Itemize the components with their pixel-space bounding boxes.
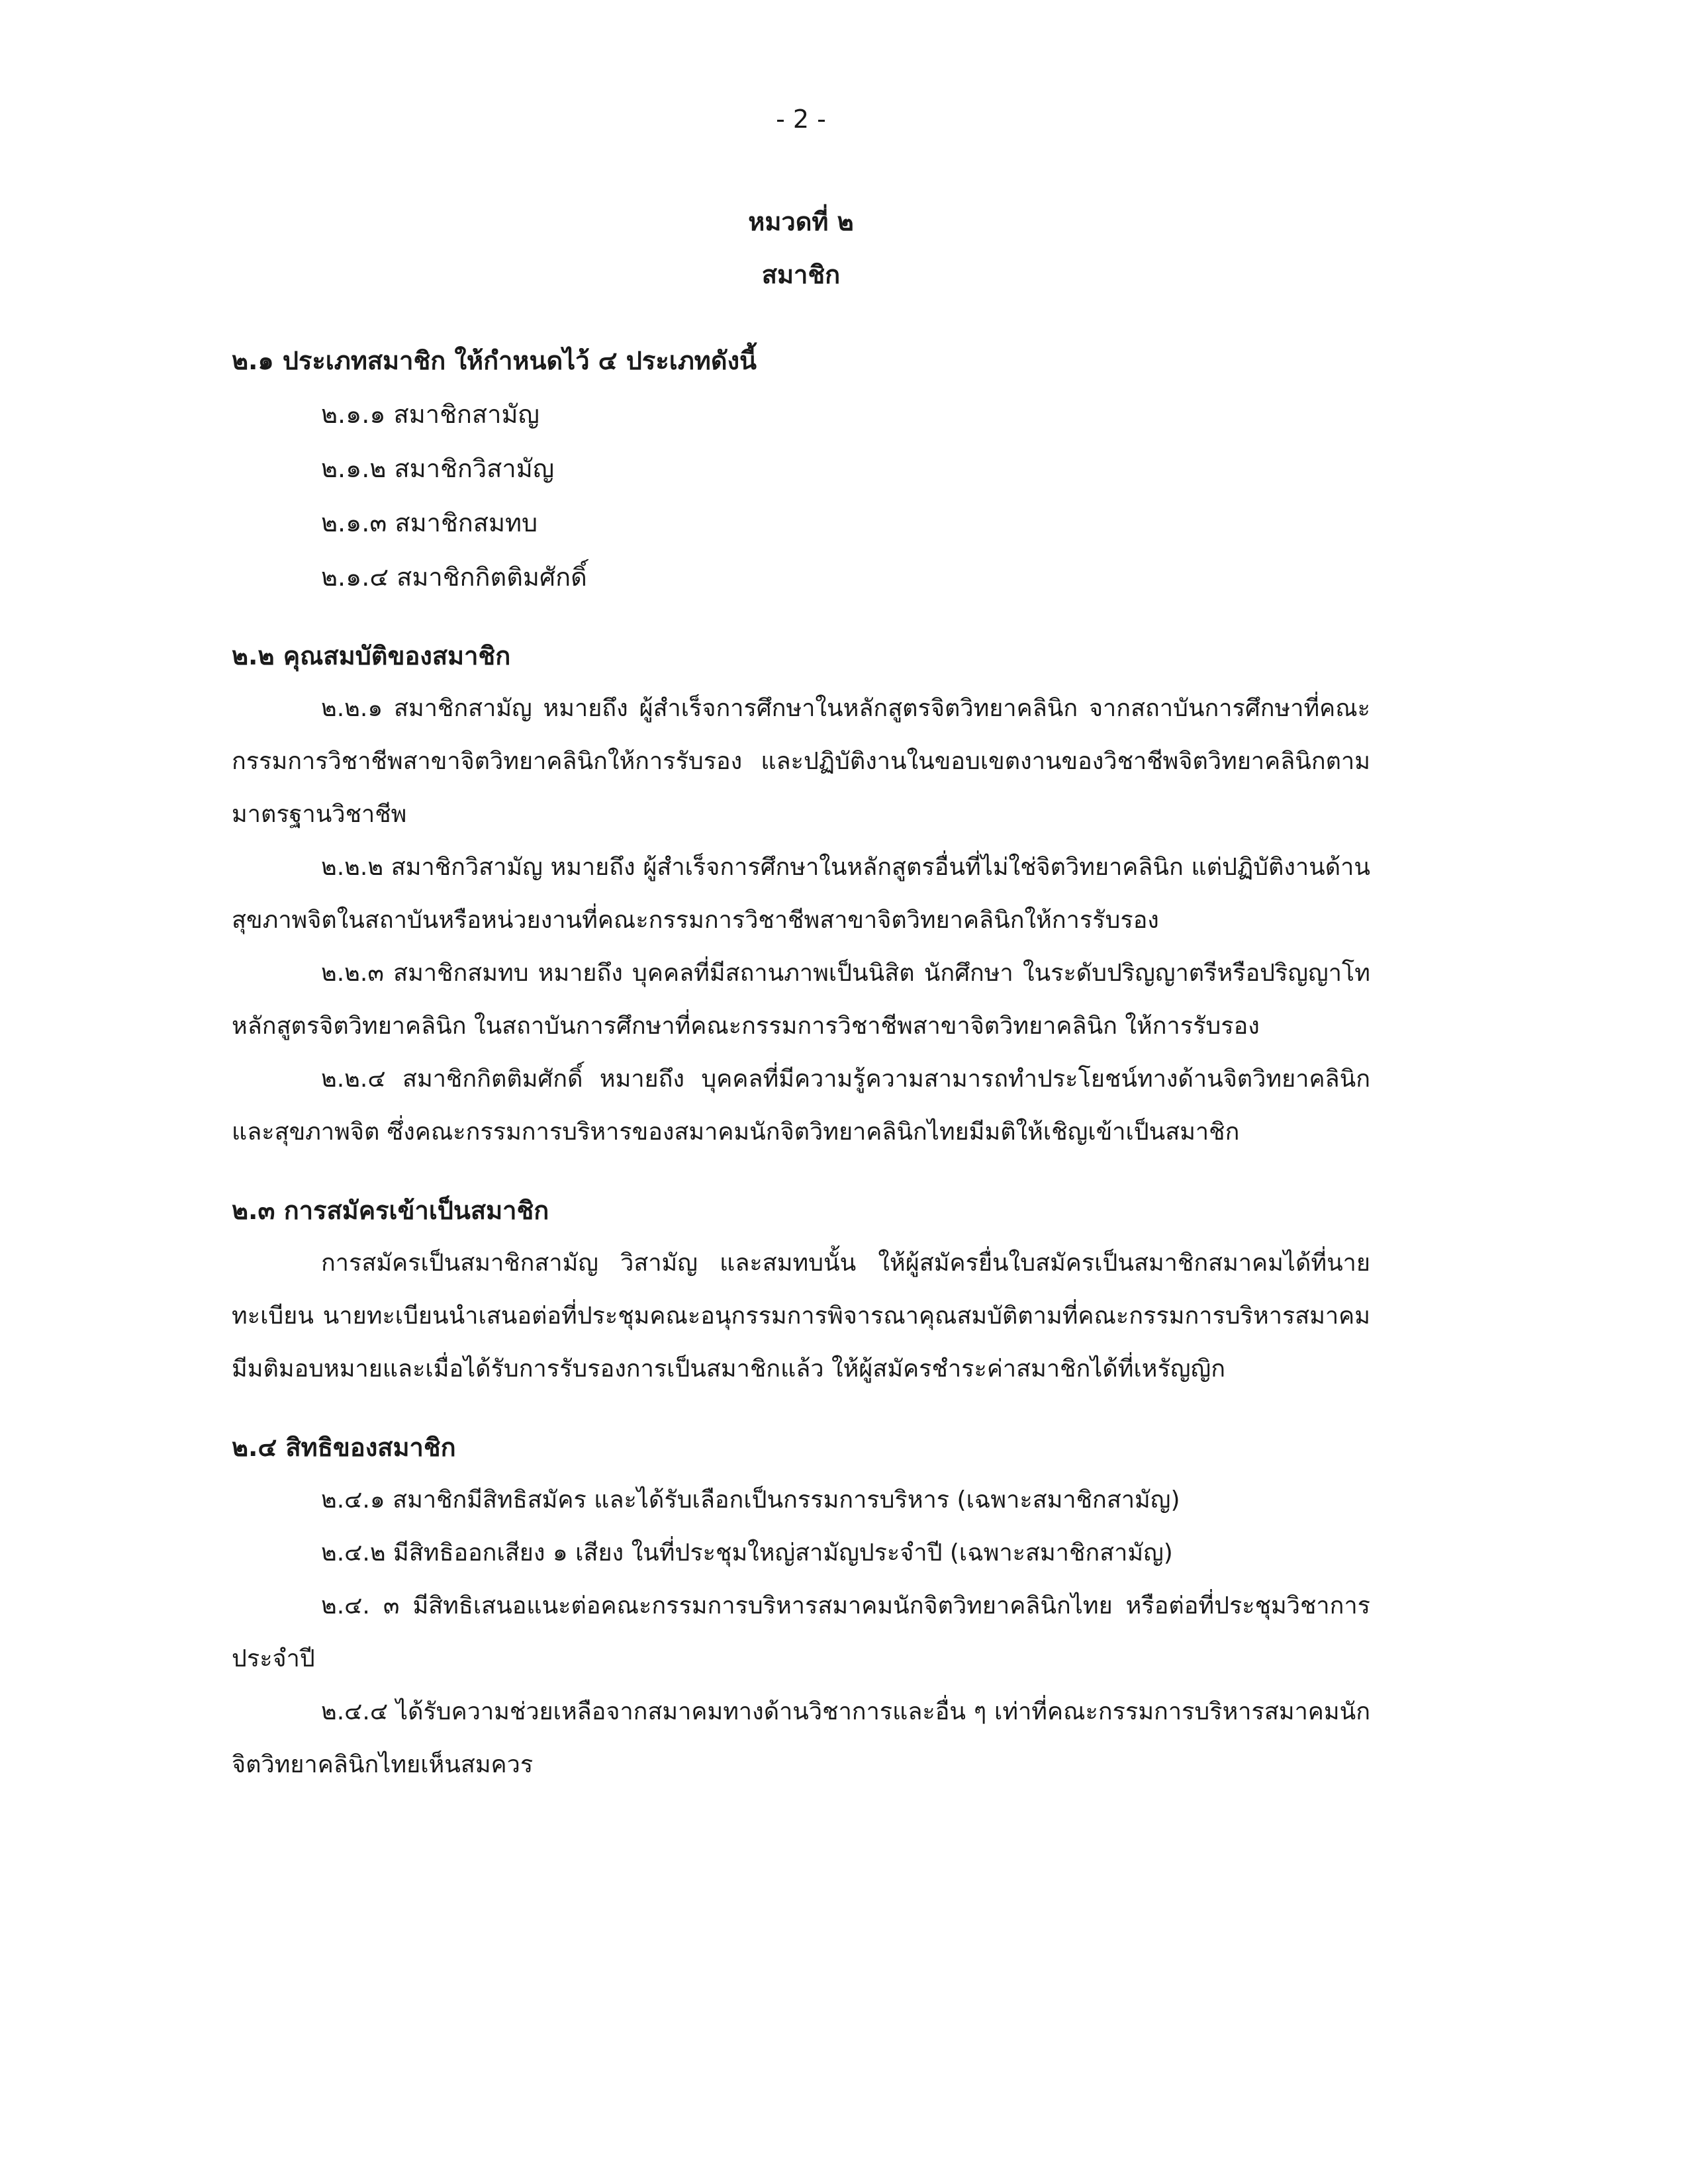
section-member-qualifications xyxy=(232,629,1370,1159)
list-item: ๒.๑.๔ สมาชิกกิตติมศักดิ์ xyxy=(321,563,587,592)
chapter-subtitle: สมาชิก xyxy=(761,260,841,289)
page-number: - 2 - xyxy=(776,105,826,134)
section-heading: ๒.๑ ประเภทสมาชิก ให้กำหนดไว้ ๔ ประเภทดังนี้ xyxy=(232,346,757,375)
section-heading: ๒.๔ สิทธิของสมาชิก xyxy=(232,1433,456,1462)
section-membership-types xyxy=(232,334,1370,604)
paragraph: ๒.๔.๑ สมาชิกมีสิทธิสมัคร และได้รับเลือกเป็นกรรมการบริหาร (เฉพาะสมาชิกสามัญ) xyxy=(321,1486,1180,1514)
section-membership-application xyxy=(232,1184,1370,1396)
list-item: ๒.๑.๒ สมาชิกวิสามัญ xyxy=(321,454,555,483)
section-heading: ๒.๒ คุณสมบัติของสมาชิก xyxy=(232,641,511,670)
paragraph: ๒.๔. ๓ มีสิทธิเสนอแนะต่อคณะกรรมการบริหารสมาคมนักจิตวิทยาคลินิกไทย หรือต่อที่ประชุมวิชาการประจำปี xyxy=(232,1592,1370,1672)
paragraph: ๒.๔.๔ ได้รับความช่วยเหลือจากสมาคมทางด้านวิชาการและอื่น ๆ เท่าที่คณะกรรมการบริหารสมาคมนักจิตวิทยาคลินิกไทยเห็นสมควร xyxy=(232,1698,1370,1778)
list-item: ๒.๑.๑ สมาชิกสามัญ xyxy=(321,400,539,429)
chapter-title: หมวดที่ ๒ xyxy=(748,207,854,236)
paragraph: ๒.๒.๑ สมาชิกสามัญ หมายถึง ผู้สำเร็จการศึกษาในหลักสูตรจิตวิทยาคลินิก จากสถาบันการศึกษาที่คณะกรรมการวิชาชีพสาขาจิตวิทยาคลินิกให้การรับรอง และปฏิบัติงานในขอบเขตงานของวิชาชีพจิตวิทยาคลินิกตามมาตรฐานวิชาชีพ xyxy=(232,695,1370,828)
document-page xyxy=(232,99,1370,1792)
section-member-rights xyxy=(232,1421,1370,1792)
paragraph: ๒.๔.๒ มีสิทธิออกเสียง ๑ เสียง ในที่ประชุมใหญ่สามัญประจำปี (เฉพาะสมาชิกสามัญ) xyxy=(321,1539,1173,1567)
section-heading: ๒.๓ การสมัครเข้าเป็นสมาชิก xyxy=(232,1196,549,1225)
paragraph: ๒.๒.๔ สมาชิกกิตติมศักดิ์ หมายถึง บุคคลที่มีความรู้ความสามารถทำประโยชน์ทางด้านจิตวิทยาคลินิกและสุขภาพจิต ซึ่งคณะกรรมการบริหารของสมาคมนักจิตวิทยาคลินิกไทยมีมติให้เชิญเข้าเป็นสมาชิก xyxy=(232,1066,1370,1146)
paragraph: การสมัครเป็นสมาชิกสามัญ วิสามัญ และสมทบนั้น ให้ผู้สมัครยื่นใบสมัครเป็นสมาชิกสมาคมได้ที่นายทะเบียน นายทะเบียนนำเสนอต่อที่ประชุมคณะอนุกรรมการพิจารณาคุณสมบัติตามที่คณะกรรมการบริหารสมาคมมีมติมอบหมายและเมื่อได้รับการรับรองการเป็นสมาชิกแล้ว ให้ผู้สมัครชำระค่าสมาชิกได้ที่เหรัญญิก xyxy=(232,1250,1370,1383)
list-item: ๒.๑.๓ สมาชิกสมทบ xyxy=(321,508,538,537)
paragraph: ๒.๒.๒ สมาชิกวิสามัญ หมายถึง ผู้สำเร็จการศึกษาในหลักสูตรอื่นที่ไม่ใช่จิตวิทยาคลินิก แต่ปฏิบัติงานด้านสุขภาพจิตในสถาบันหรือหน่วยงานที่คณะกรรมการวิชาชีพสาขาจิตวิทยาคลินิกให้การรับรอง xyxy=(232,854,1370,934)
paragraph: ๒.๒.๓ สมาชิกสมทบ หมายถึง บุคคลที่มีสถานภาพเป็นนิสิต นักศึกษา ในระดับปริญญาตรีหรือปริญญาโท หลักสูตรจิตวิทยาคลินิก ในสถาบันการศึกษาที่คณะกรรมการวิชาชีพสาขาจิตวิทยาคลินิก ให้การรับรอง xyxy=(232,960,1370,1040)
